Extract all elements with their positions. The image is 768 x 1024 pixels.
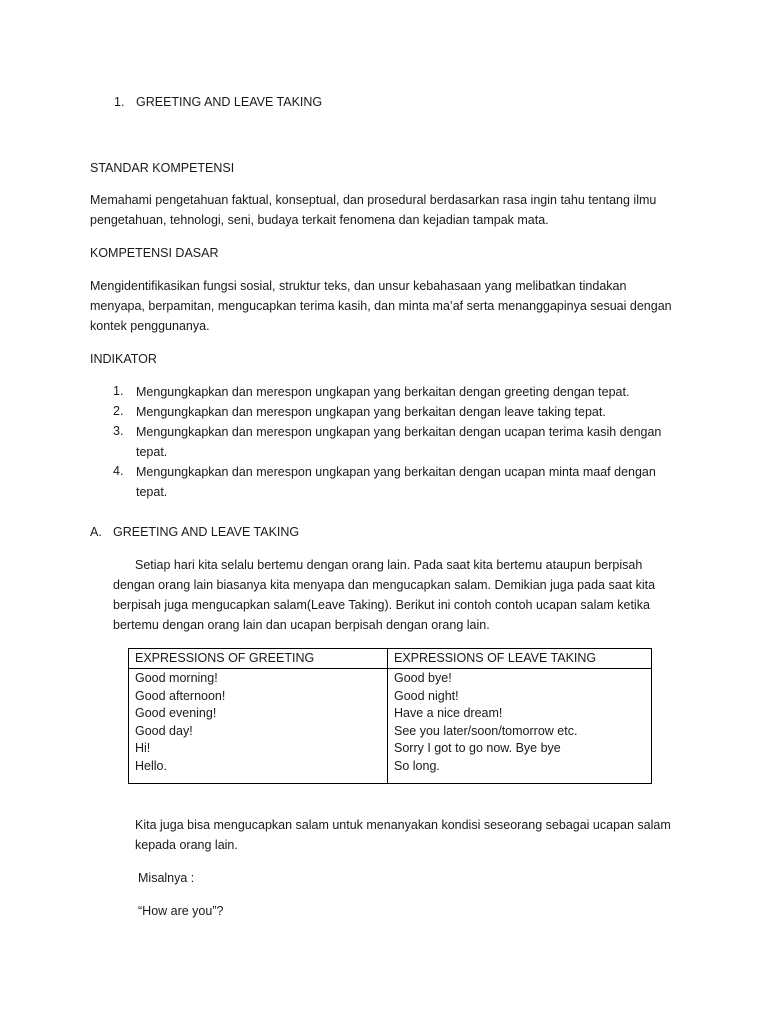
greeting-item: Good day! — [135, 723, 193, 738]
greeting-item: Hi! — [135, 741, 151, 755]
heading-number: 1. — [114, 95, 125, 109]
greeting-item: Hello. — [135, 758, 167, 773]
indikator-item-number: 3. — [113, 424, 124, 438]
leave-taking-item: So long. — [394, 758, 440, 773]
kompetensi-label: KOMPETENSI DASAR — [90, 246, 219, 260]
leave-taking-item: Good night! — [394, 688, 459, 703]
indikator-item-text: Mengungkapkan dan merespon ungkapan yang berkaitan dengan ucapan terima kasih dengan tepat. — [136, 425, 662, 459]
table-header-row — [129, 649, 652, 669]
indikator-item-number: 2. — [113, 404, 124, 418]
indikator-label: INDIKATOR — [90, 352, 157, 366]
greeting-item: Good morning! — [135, 671, 218, 685]
indikator-item-number: 1. — [113, 384, 124, 398]
indikator-item-text: Mengungkapkan dan merespon ungkapan yang berkaitan dengan greeting dengan tepat. — [136, 385, 630, 399]
misalnya-label: Misalnya : — [138, 871, 195, 885]
table-row — [129, 669, 652, 784]
leave-taking-cell — [388, 669, 652, 784]
heading-title: GREETING AND LEAVE TAKING — [136, 95, 323, 109]
standar-label: STANDAR KOMPETENSI — [90, 161, 235, 175]
section-a-intro: Setiap hari kita selalu bertemu dengan orang lain. Pada saat kita bertemu ataupun berpisah dengan orang lain biasanya kita menyapa dan mengucapkan salam. Demikian juga pada saat kita berpisah juga mengucapkan salam(Leave Taking). Berikut ini contoh contoh ucapan salam ketika bertemu dengan orang lain dan ucapan berpisah dengan orang lain. — [113, 558, 656, 632]
indikator-item-text: Mengungkapkan dan merespon ungkapan yang berkaitan dengan ucapan minta maaf dengan tepat. — [136, 465, 656, 499]
indikator-item-text: Mengungkapkan dan merespon ungkapan yang berkaitan dengan leave taking tepat. — [136, 405, 606, 419]
greeting-item: Good evening! — [135, 706, 217, 720]
indikator-item-number: 4. — [113, 464, 124, 478]
leave-taking-item: See you later/soon/tomorrow etc. — [394, 723, 578, 738]
kompetensi-text: Mengidentifikasikan fungsi sosial, struktur teks, dan unsur kebahasaan yang melibatkan tindakan menyapa, berpamitan, mengucapkan terima kasih, dan minta ma’af serta menanggapinya sesuai dengan kontek penggunanya. — [90, 279, 672, 333]
table-header-leave-taking: EXPRESSIONS OF LEAVE TAKING — [388, 649, 652, 669]
leave-taking-item: Sorry I got to go now. Bye bye — [394, 741, 561, 755]
greeting-cell — [129, 669, 388, 784]
standar-text: Memahami pengetahuan faktual, konseptual, dan prosedural berdasarkan rasa ingin tahu tentang ilmu pengetahuan, tehnologi, seni, budaya terkait fenomena dan kejadian tampak mata. — [90, 193, 657, 227]
closing-text: Kita juga bisa mengucapkan salam untuk menanyakan kondisi seseorang sebagai ucapan salam kepada orang lain. — [135, 818, 671, 852]
section-a-letter: A. — [90, 525, 102, 539]
expressions-table — [128, 648, 652, 784]
section-a-title: GREETING AND LEAVE TAKING — [113, 525, 300, 539]
leave-taking-item: Have a nice dream! — [394, 706, 503, 720]
example-text: “How are you”? — [138, 904, 224, 918]
leave-taking-item: Good bye! — [394, 671, 452, 685]
greeting-item: Good afternoon! — [135, 688, 226, 703]
table-header-greeting: EXPRESSIONS OF GREETING — [129, 649, 388, 669]
